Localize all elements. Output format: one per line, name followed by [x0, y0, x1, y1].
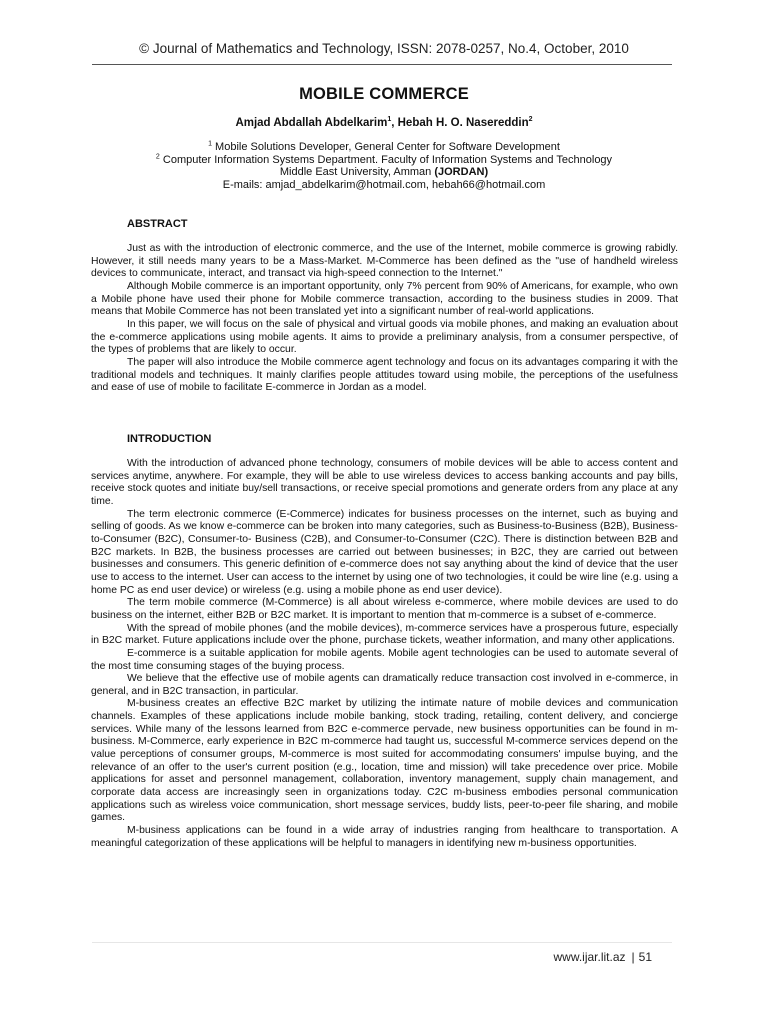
- footer-separator: |: [631, 950, 635, 964]
- affiliation-country: (JORDAN): [434, 166, 489, 179]
- abstract-paragraph: In this paper, we will focus on the sale of physical and virtual goods via mobile phones, and making an evaluation about the e-commerce applications using mobile agents. It aims to provide a preliminary analysis, from a consumer perspective, of the types of problems that are likely to occur.: [91, 318, 678, 356]
- introduction-paragraph: We believe that the effective use of mobile agents can dramatically reduce transaction cost involved in e-commerce, in general, and in B2C transaction, in particular.: [91, 673, 678, 697]
- author-2-name: Hebah H. O. Nasereddin: [397, 117, 529, 129]
- affiliation-3: [0, 166, 768, 179]
- abstract-paragraph: The paper will also introduce the Mobile commerce agent technology and focus on its advantages comparing it with the traditional models and techniques. It mainly clarifies people attitudes toward using mobile, the perceptions of the usefulness and ease of use of mobile to facilitate E-commerce in Jordan as a model.: [91, 356, 678, 394]
- introduction-paragraph: The term electronic commerce (E-Commerce) indicates for business processes on the internet, such as buying and selling of goods. As we know e-commerce can be broken into many categories, such as Business-to-Business (B2B), Business-to-Consumer (B2C), Consumer-to- Business (C2B), and Consumer-to-Consumer (C2C). There is distinction between B2B and B2C markets. In B2B, the business processes are carried out between businesses; in B2C, they are carried out between businesses and consumers. This generic definition of e-commerce does not say anything about the kind of device that the user use to access to the internet. User can access to the internet by using one of two technologies, it could be wire line (e.g. using a home PC as end user device) or wireless (e.g. using a mobile phone as end user device).: [91, 508, 678, 596]
- introduction-heading: INTRODUCTION: [127, 433, 212, 445]
- author-line: [0, 117, 768, 129]
- page-footer: [553, 950, 652, 964]
- page-number: 51: [638, 950, 652, 964]
- journal-url-link[interactable]: www.ijar.lit.az: [553, 950, 626, 964]
- author-emails: E-mails: amjad_abdelkarim@hotmail.com, hebah66@hotmail.com: [222, 178, 546, 191]
- author-1-affiliation-mark: 1: [387, 116, 392, 124]
- journal-citation: Journal of Mathematics and Technology, ISSN: 2078-0257, No.4, October, 2010: [152, 41, 629, 56]
- introduction-body: [91, 458, 678, 850]
- abstract-heading: ABSTRACT: [127, 218, 188, 230]
- copyright-symbol: ©: [139, 41, 150, 56]
- running-header: [0, 41, 768, 56]
- affiliation-1-mark: 1: [208, 140, 212, 148]
- footer-divider: [92, 942, 672, 943]
- introduction-paragraph: With the introduction of advanced phone technology, consumers of mobile devices will be able to access content and services anytime, anywhere. For example, they will be able to use wireless devices to access banking accounts and pay bills, receive stock quotes and initiate buy/sell transactions, or receive special promotions and generate orders from any place at any time.: [91, 458, 678, 507]
- abstract-paragraph: Just as with the introduction of electronic commerce, and the use of the Internet, mobile commerce is growing rabidly. However, it still needs many years to be a Mass-Market. M-Commerce has been defined as the "use of handheld wireless devices to communicate, interact, and transact via high-speed connection to the Internet.": [91, 243, 678, 280]
- affiliation-1-text: Mobile Solutions Developer, General Center for Software Development: [215, 141, 560, 153]
- affiliation-2-mark: 2: [155, 152, 160, 160]
- affiliations-block: [0, 141, 768, 191]
- abstract-paragraph: Although Mobile commerce is an important opportunity, only 7% percent from 90% of Americans, for example, who own a Mobile phone have used their phone for Mobile commerce transaction, according to the business studies in 2009. That means that Mobile Commerce has not been translated yet into a significant number of real-world applications.: [91, 280, 678, 318]
- affiliation-2-text: Computer Information Systems Department. Faculty of Information Systems and Technology: [162, 153, 613, 166]
- author-1-name: Amjad Abdallah Abdelkarim: [235, 117, 388, 129]
- introduction-paragraph: E-commerce is a suitable application for mobile agents. Mobile agent technologies can be used to automate several of the most time consuming stages of the buying process.: [91, 647, 678, 672]
- introduction-paragraph: M-business applications can be found in a wide array of industries ranging from healthcare to transportation. A meaningful categorization of these applications will be helpful to managers in identifying new m-business opportunities.: [91, 825, 678, 849]
- affiliation-3-text: Middle East University, Amman: [279, 166, 435, 179]
- affiliation-2: [0, 154, 768, 167]
- introduction-paragraph: The term mobile commerce (M-Commerce) is all about wireless e-commerce, where mobile devices are used to do business on the internet, either B2B or B2C market. It is important to mention that m-commerce is a subset of e-commerce.: [91, 597, 678, 621]
- affiliation-1: [0, 141, 768, 154]
- introduction-paragraph: M-business creates an effective B2C market by utilizing the intimate nature of mobile devices and communication channels. Examples of these applications include mobile banking, stock trading, retailing, content delivery, and concierge services. While many of the lessons learned from B2C e-commerce pervade, new business opportunities can be found in m-business. M-Commerce, early experience in B2C m-commerce had taught us, successful M-commerce services depend on the value perceptions of consumer groups, M-commerce is most suited for accommodating consumers' impulse buying, and the relevance of an offer to the user's current position (e.g., location, time and mission) will take precedence over price. Mobile applications for asset and personnel management, collaboration, inventory management, supply chain management, and corporate data access are increasingly seen in organizations today. C2C m-business embodies personal communication applications such as wireless voice communication, short message services, buddy lists, peer-to-peer file sharing, and mobile games.: [91, 698, 678, 824]
- header-divider: [92, 64, 672, 65]
- abstract-body: [91, 243, 678, 395]
- introduction-paragraph: With the spread of mobile phones (and the mobile devices), m-commerce services have a prosperous future, especially in B2C market. Future applications include over the phone, purchase tickets, weather information, and many other applications.: [91, 622, 678, 647]
- author-separator: ,: [391, 117, 398, 129]
- author-2-affiliation-mark: 2: [528, 116, 533, 124]
- paper-title: MOBILE COMMERCE: [299, 85, 469, 103]
